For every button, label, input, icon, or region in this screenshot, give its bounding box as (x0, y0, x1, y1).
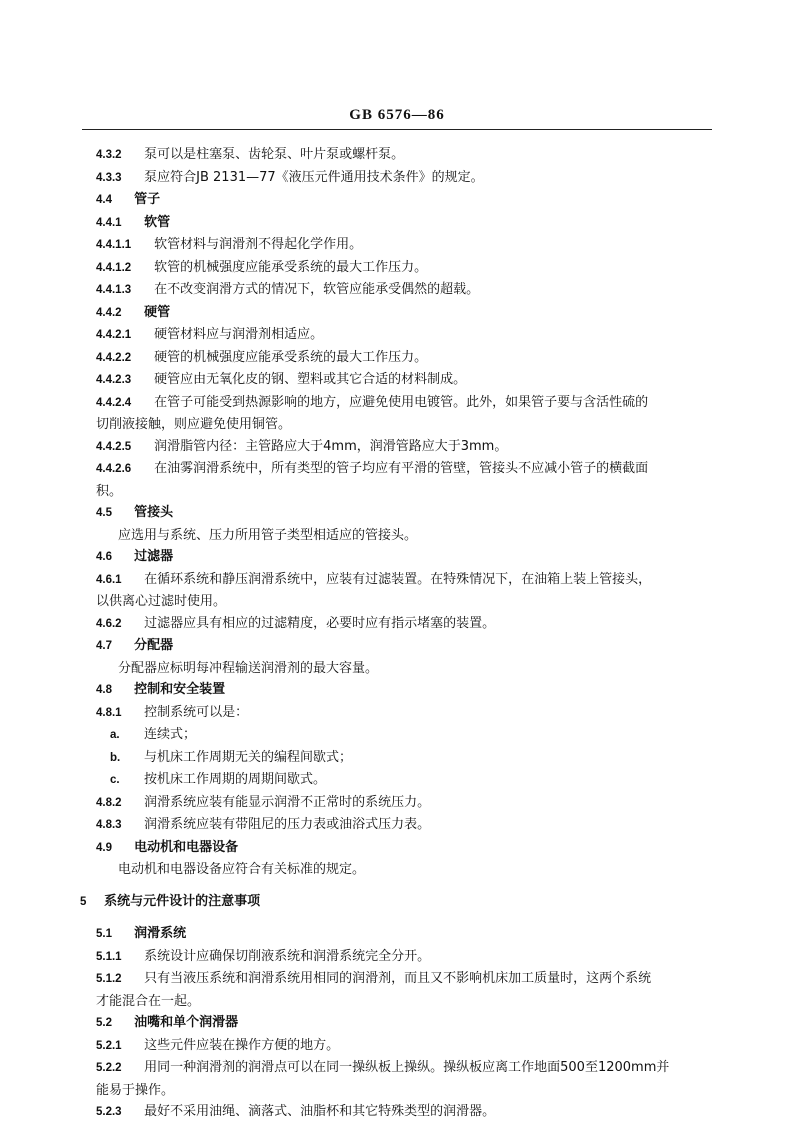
section-4-5 (96, 502, 716, 525)
section-heading: 软管 (144, 214, 171, 230)
clause-number: 4.3.3 (96, 171, 122, 184)
list-item-text: 与机床工作周期无关的编程间歇式； (144, 749, 353, 765)
section-heading: 电动机和电器设备 (134, 839, 239, 855)
clause-number: 4.3.2 (96, 149, 122, 161)
clause-number: 4.4.2 (96, 306, 122, 319)
section-heading: 控制和安全装置 (134, 682, 226, 697)
section-4-4-2 (96, 302, 716, 325)
section-5-1 (96, 923, 716, 946)
clause-number: 4.4.2.6 (96, 463, 132, 475)
section-5-2 (96, 1012, 716, 1035)
clause-continuation: 能易于操作。 (96, 1082, 175, 1098)
clause-4-4-2-4 (96, 392, 716, 415)
clause-text: 过滤器应具有相应的过滤精度，必要时应有指示堵塞的装置。 (144, 615, 496, 631)
section-4-7 (96, 635, 716, 658)
clause-5-2-2 (96, 1057, 716, 1080)
clause-4-8-1 (96, 702, 716, 725)
list-item-text: 按机床工作周期的周期间歇式。 (144, 772, 327, 787)
clause-text: 最好不采用油绳、滴落式、油脂杯和其它特殊类型的润滑器。 (144, 1104, 496, 1119)
clause-number: 5.2.1 (96, 1039, 122, 1052)
clause-4-4-2-5 (96, 436, 716, 459)
clause-text: 润滑脂管内径：主管路应大于4mm，润滑管路应大于3mm。 (154, 438, 508, 454)
clause-continuation: 切削液接触，则应避免使用铜管。 (96, 417, 292, 432)
clause-text: 软管材料与润滑剂不得起化学作用。 (154, 237, 363, 252)
clause-text: 这些元件应装在操作方便的地方。 (144, 1037, 340, 1053)
list-item-text: 连续式； (144, 727, 197, 742)
section-4-6 (96, 546, 716, 569)
list-marker: a. (110, 729, 120, 741)
section-heading: 管接头 (134, 505, 174, 520)
clause-number: 4.4.2.2 (96, 351, 132, 364)
list-item-b (96, 747, 716, 770)
clause-text: 泵应符合JB 2131—77《液压元件通用技术条件》的规定。 (144, 169, 484, 185)
clause-text: 润滑系统应装有带阻尼的压力表或油浴式压力表。 (144, 817, 431, 832)
clause-text: 在油雾润滑系统中，所有类型的管子均应有平滑的管壁，管接头不应减小管子的横截面 (154, 461, 649, 476)
clause-number: 5 (80, 895, 87, 908)
clause-number: 4.8.1 (96, 706, 122, 719)
clause-number: 5.2 (96, 1017, 112, 1029)
section-gap (96, 913, 716, 923)
section-heading: 油嘴和单个润滑器 (134, 1015, 239, 1030)
clause-4-3-3 (96, 167, 716, 190)
document-body (80, 144, 716, 1124)
clause-number: 4.4.2.4 (96, 396, 132, 409)
clause-number: 5.2.2 (96, 1062, 122, 1074)
clause-5-2-1 (96, 1035, 716, 1058)
clause-text: 只有当液压系统和润滑系统用相同的润滑剂，而且又不影响机床加工质量时，这两个系统 (144, 971, 652, 986)
clause-text: 硬管材料应与润滑剂相适应。 (154, 327, 324, 342)
clause-number: 4.4.2.5 (96, 440, 132, 453)
list-item-c (96, 769, 716, 792)
clause-number: 4.8.2 (96, 796, 122, 809)
clause-number: 4.4 (96, 194, 112, 206)
clause-number: 4.8.3 (96, 819, 122, 831)
clause-text: 润滑系统应装有能显示润滑不正常时的系统压力。 (144, 794, 431, 810)
clause-4-4-1-2 (96, 257, 716, 280)
section-gap (96, 881, 716, 891)
clause-number: 5.1 (96, 928, 112, 940)
clause-text: 在管子可能受到热源影响的地方，应避免使用电镀管。此外，如果管子要与含活性硫的 (154, 394, 649, 410)
section-heading: 润滑系统 (134, 926, 187, 941)
clause-4-6-2 (96, 613, 716, 636)
clause-4-6-1 (96, 569, 716, 592)
clause-text: 泵可以是柱塞泵、齿轮泵、叶片泵或螺杆泵。 (144, 147, 405, 162)
clause-text: 硬管应由无氧化皮的钢、塑料或其它合适的材料制成。 (154, 372, 467, 387)
clause-text: 系统设计应确保切削液系统和润滑系统完全分开。 (144, 948, 431, 964)
clause-number: 4.6.2 (96, 617, 122, 630)
clause-continuation: 积。 (96, 483, 123, 499)
clause-4-4-1-3 (96, 279, 716, 302)
clause-number: 4.4.1.3 (96, 284, 132, 296)
clause-4-4-2-1 (96, 324, 716, 347)
clause-4-4-1-1 (96, 234, 716, 257)
clause-4-4-2-3 (96, 369, 716, 392)
section-heading: 系统与元件设计的注意事项 (104, 893, 261, 909)
clause-number: 4.4.2.3 (96, 374, 132, 386)
section-4-4-1 (96, 212, 716, 235)
clause-4-8-2 (96, 792, 716, 815)
clause-5-2-3 (96, 1101, 716, 1124)
page-header: GB 6576—86 (349, 107, 445, 123)
clause-text: 硬管的机械强度应能承受系统的最大工作压力。 (154, 349, 428, 365)
section-4-9 (96, 837, 716, 860)
section-4-4 (96, 189, 716, 212)
clause-number: 4.6.1 (96, 573, 122, 586)
clause-number: 4.4.1.2 (96, 261, 132, 274)
list-item-a (96, 724, 716, 747)
clause-number: 5.1.1 (96, 950, 122, 963)
clause-5-1-2 (96, 968, 716, 991)
clause-number: 4.8 (96, 684, 112, 696)
clause-number: 4.9 (96, 841, 112, 854)
clause-number: 5.1.2 (96, 973, 122, 985)
section-heading: 管子 (134, 192, 161, 207)
section-heading: 分配器 (134, 638, 174, 653)
list-marker: c. (110, 774, 120, 786)
section-heading: 硬管 (144, 304, 171, 320)
clause-number: 4.5 (96, 507, 112, 519)
clause-number: 4.4.2.1 (96, 329, 132, 341)
clause-text: 应选用与系统、压力所用管子类型相适应的管接头。 (118, 527, 418, 543)
clause-text: 在不改变润滑方式的情况下，软管应能承受偶然的超载。 (154, 282, 480, 297)
section-heading: 过滤器 (134, 549, 174, 564)
clause-4-4-2-2 (96, 347, 716, 370)
list-marker: b. (110, 751, 121, 764)
clause-continuation: 以供离心过滤时使用。 (96, 594, 227, 609)
clause-text: 在循环系统和静压润滑系统中，应装有过滤装置。在特殊情况下，在油箱上装上管接头， (144, 571, 652, 587)
header-rule (82, 129, 712, 130)
clause-4-3-2 (96, 144, 716, 167)
clause-text: 控制系统可以是： (144, 704, 249, 720)
clause-number: 4.4.1.1 (96, 239, 132, 251)
clause-text: 用同一种润滑剂的润滑点可以在同一操纵板上操纵。操纵板应离工作地面500至1200mm并 (144, 1060, 670, 1075)
section-4-8 (96, 679, 716, 702)
section-5 (80, 891, 716, 914)
clause-number: 5.2.3 (96, 1106, 122, 1118)
clause-text: 电动机和电器设备应符合有关标准的规定。 (118, 862, 366, 877)
clause-number: 4.7 (96, 640, 112, 652)
clause-4-4-2-6 (96, 458, 716, 481)
clause-text: 分配器应标明每冲程输送润滑剂的最大容量。 (118, 660, 379, 676)
clause-4-8-3 (96, 814, 716, 837)
clause-continuation: 才能混合在一起。 (96, 993, 201, 1009)
clause-number: 4.6 (96, 551, 112, 563)
clause-5-1-1 (96, 946, 716, 969)
clause-number: 4.4.1 (96, 216, 122, 229)
clause-text: 软管的机械强度应能承受系统的最大工作压力。 (154, 259, 428, 275)
